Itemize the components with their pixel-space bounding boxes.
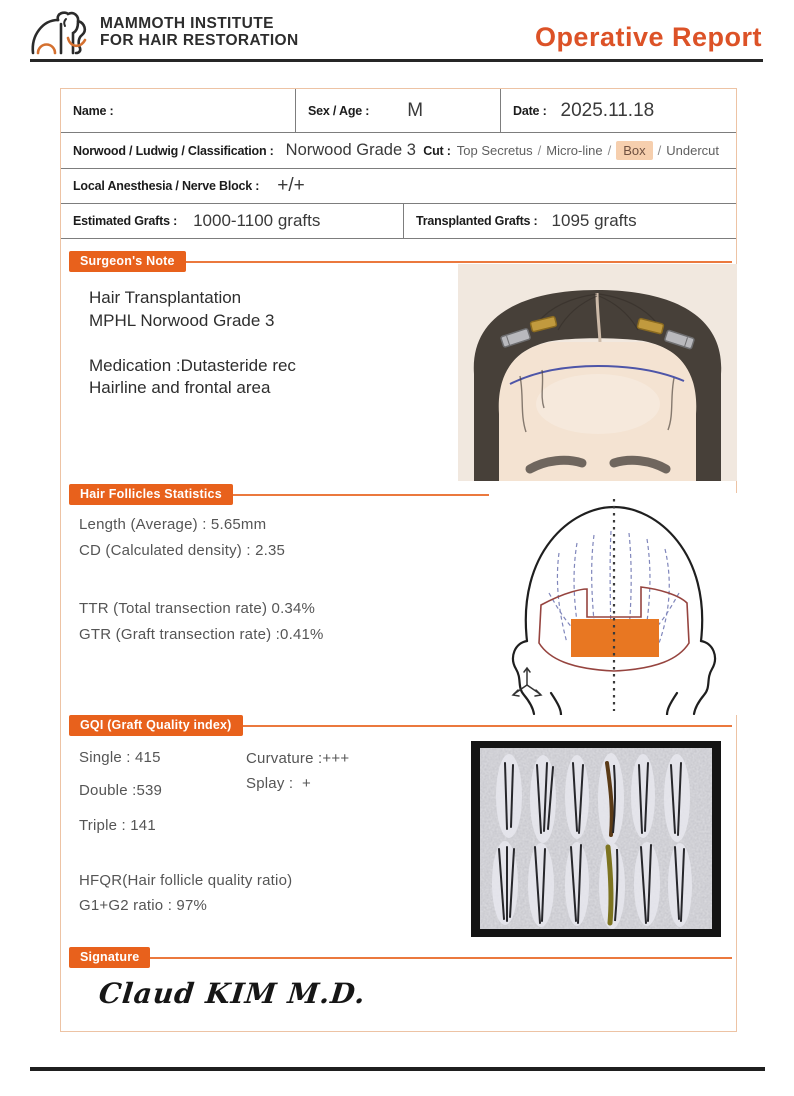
surgeons-note-text <box>89 287 296 400</box>
anesthesia-row <box>61 169 736 204</box>
classification-value: Norwood Grade 3 <box>285 141 416 159</box>
cut-option-top-secretus: Top Secretus <box>456 143 533 158</box>
header-divider <box>30 59 763 62</box>
anesthesia-label: Local Anesthesia / Nerve Block : <box>73 179 260 193</box>
date-label: Date : <box>513 103 547 118</box>
classification-row <box>61 133 736 169</box>
transplanted-grafts-field <box>404 204 736 238</box>
sex-age-field <box>296 89 501 132</box>
section-rule <box>186 261 732 263</box>
gqi-g1g2-ratio: G1+G2 ratio : 97% <box>79 897 208 914</box>
section-rule <box>243 725 732 727</box>
cut-option-box-selected: Box <box>616 141 652 160</box>
cut-separator: / <box>537 143 542 158</box>
transplanted-grafts-value: 1095 grafts <box>551 211 637 230</box>
cut-separator: / <box>607 143 612 158</box>
name-field <box>61 89 296 132</box>
cut-field <box>423 141 736 160</box>
estimated-grafts-label: Estimated Grafts : <box>73 214 178 228</box>
note-line: Medication :Dutasteride rec <box>89 355 296 375</box>
sex-age-value: M <box>407 99 424 121</box>
gqi-curvature: Curvature :+++ <box>246 750 350 767</box>
date-value: 2025.11.18 <box>560 99 655 121</box>
grafts-row <box>61 204 736 239</box>
follicle-grafts-photo <box>471 741 721 937</box>
gqi-badge: GQI (Graft Quality index) <box>69 715 243 736</box>
cut-option-micro-line: Micro-line <box>546 143 603 158</box>
estimated-grafts-field <box>61 204 404 238</box>
report-sheet <box>60 88 737 1032</box>
stat-length: Length (Average) : 5.65mm <box>79 516 267 533</box>
patient-forehead-photo <box>458 264 737 481</box>
donor-area-diagram <box>489 493 739 715</box>
cut-label: Cut : <box>423 143 451 158</box>
footer-divider <box>30 1067 765 1071</box>
harvested-donor-zone <box>571 619 659 657</box>
stat-cd: CD (Calculated density) : 2.35 <box>79 542 286 559</box>
patient-row <box>61 89 736 133</box>
note-line: Hairline and frontal area <box>89 378 271 397</box>
gqi-splay: Splay : + <box>246 775 311 792</box>
gqi-single: Single : 415 <box>79 749 161 766</box>
cut-option-undercut: Undercut <box>666 143 719 158</box>
transplanted-grafts-label: Transplanted Grafts : <box>416 214 538 228</box>
classification-field <box>61 133 736 168</box>
stat-gtr: GTR (Graft transection rate) :0.41% <box>79 626 324 643</box>
date-field <box>501 89 736 132</box>
hair-follicles-statistics-badge: Hair Follicles Statistics <box>69 484 233 505</box>
surgeons-note-badge: Surgeon's Note <box>69 251 186 272</box>
note-line: MPHL Norwood Grade 3 <box>89 310 275 330</box>
signature-section-header <box>69 947 732 968</box>
sex-age-label: Sex / Age : <box>308 103 370 118</box>
gqi-double: Double :539 <box>79 782 163 799</box>
name-label: Name : <box>73 103 114 118</box>
anesthesia-value: +/+ <box>277 175 305 196</box>
mammoth-logo-icon <box>28 7 92 57</box>
stat-ttr: TTR (Total transection rate) 0.34% <box>79 600 316 617</box>
estimated-grafts-value: 1000-1100 grafts <box>193 211 321 230</box>
gqi-hfqr: HFQR(Hair follicle quality ratio) <box>79 872 293 889</box>
surgeon-signature: Claud KIM M.D. <box>97 977 368 1010</box>
section-rule <box>150 957 732 959</box>
page-title: Operative Report <box>534 22 762 52</box>
classification-label: Norwood / Ludwig / Classification : <box>73 143 274 158</box>
signature-badge: Signature <box>69 947 150 968</box>
gqi-section-header <box>69 715 732 736</box>
institute-name <box>100 15 299 49</box>
note-line: Hair Transplantation <box>89 288 242 307</box>
institute-name-line1: MAMMOTH INSTITUTE <box>100 15 274 32</box>
institute-name-line2: FOR HAIR RESTORATION <box>100 32 299 49</box>
cut-separator: / <box>657 143 662 158</box>
gqi-triple: Triple : 141 <box>79 817 156 834</box>
anesthesia-field <box>61 169 736 203</box>
